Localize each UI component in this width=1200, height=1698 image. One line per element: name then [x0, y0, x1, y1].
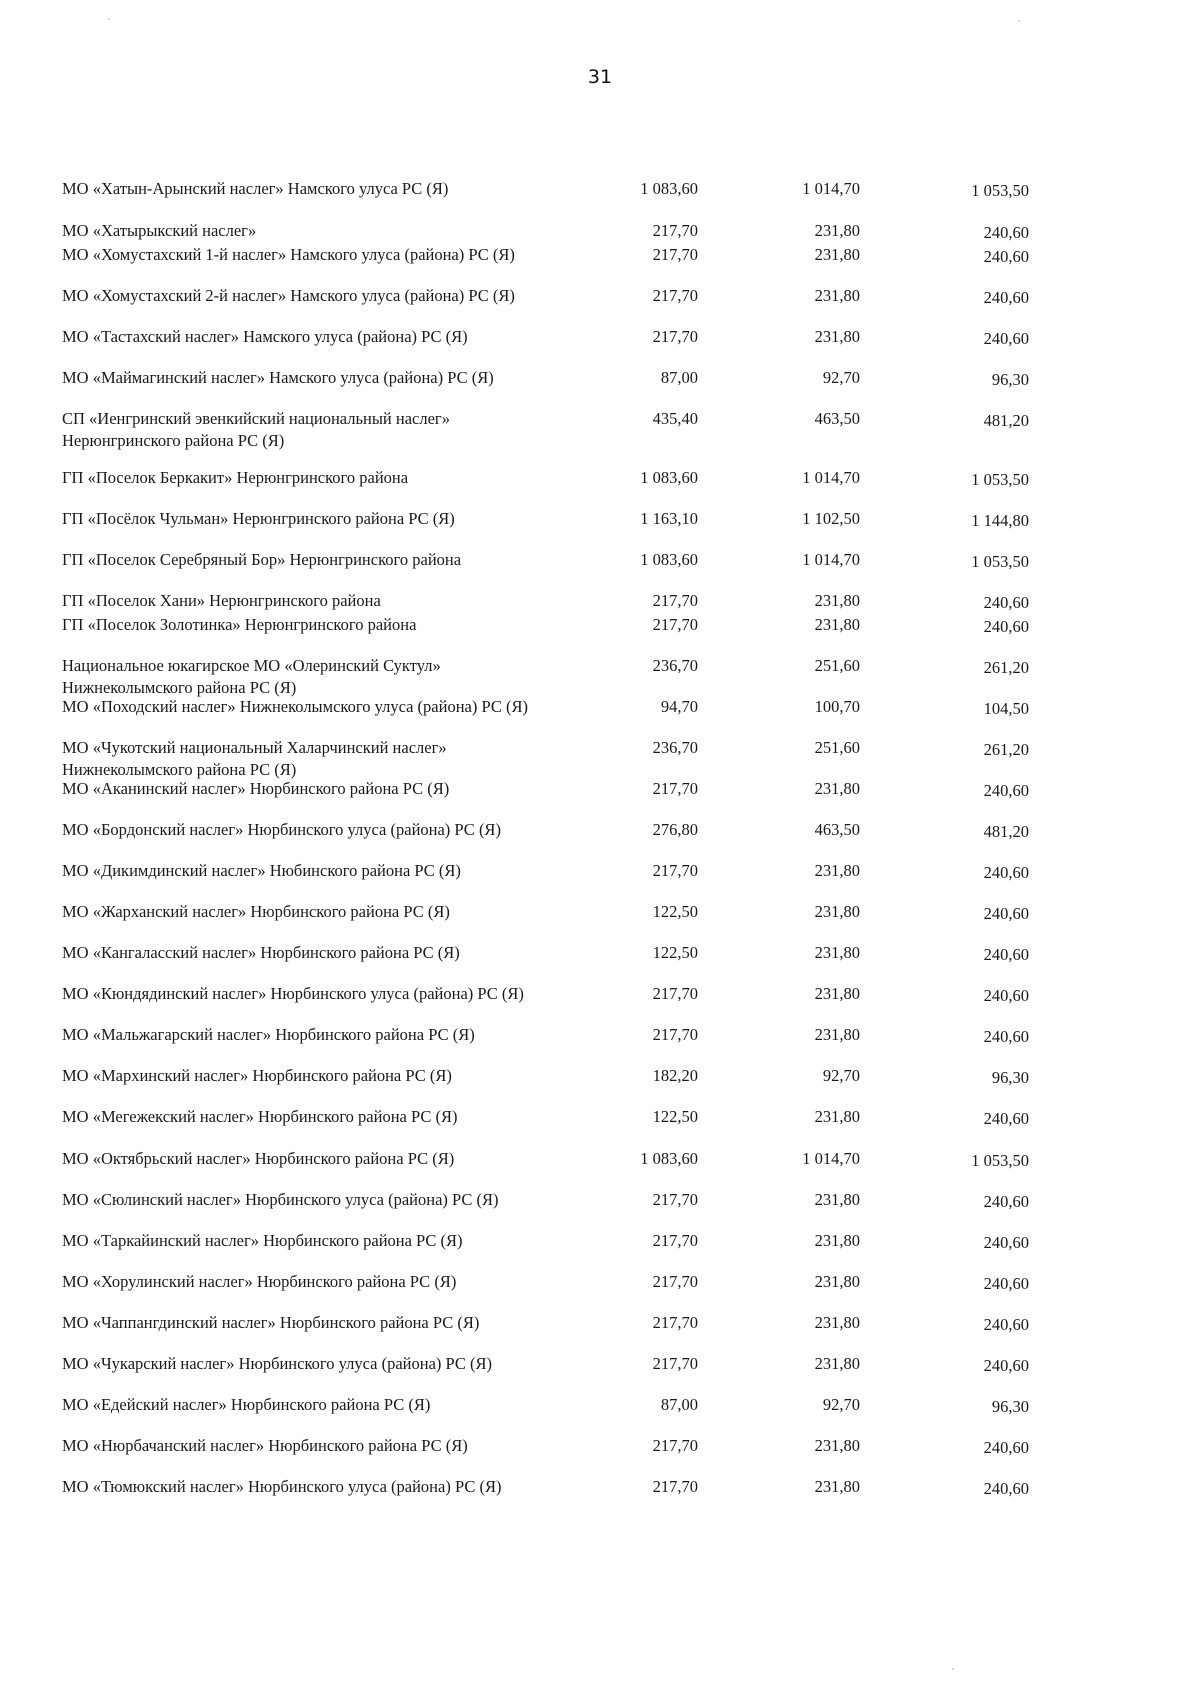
municipality-name: СП «Иенгринский эвенкийский национальный наслег» Нерюнгринского района РС (Я) — [62, 409, 450, 450]
value-v3: 240,60 — [983, 329, 1029, 348]
value-v2: 1 014,70 — [802, 179, 860, 198]
municipality-name: МО «Мегежекский наслег» Нюрбинского района РС (Я) — [62, 1107, 458, 1126]
value-v3: 240,60 — [983, 1479, 1029, 1498]
value-v1: 217,70 — [652, 221, 698, 240]
value-v1: 236,70 — [652, 656, 698, 675]
value-v2: 231,80 — [814, 902, 860, 921]
value-v2: 1 014,70 — [802, 1149, 860, 1168]
value-v2: 231,80 — [814, 861, 860, 880]
municipality-name: МО «Хатырыкский наслег» — [62, 221, 257, 240]
value-v3: 96,30 — [991, 1397, 1029, 1416]
value-v2: 231,80 — [814, 286, 860, 305]
value-v3: 481,20 — [983, 822, 1029, 841]
value-v3: 240,60 — [983, 223, 1029, 242]
municipality-name: МО «Дикимдинский наслег» Нюбинского района РС (Я) — [62, 861, 461, 880]
value-v2: 231,80 — [814, 1354, 860, 1373]
municipality-name: МО «Хомустахский 2-й наслег» Намского улуса (района) РС (Я) — [62, 286, 515, 305]
municipality-name: МО «Мархинский наслег» Нюрбинского района РС (Я) — [62, 1066, 452, 1085]
municipality-name: ГП «Поселок Беркакит» Нерюнгринского района — [62, 468, 409, 487]
municipality-name: Национальное юкагирское МО «Олеринский Суктул» Нижнеколымского района РС (Я) — [62, 656, 441, 697]
value-v3: 1 053,50 — [971, 552, 1029, 571]
value-v1: 217,70 — [652, 1354, 698, 1373]
value-v1: 236,70 — [652, 738, 698, 757]
value-v2: 231,80 — [814, 591, 860, 610]
page-number: 31 — [587, 66, 613, 88]
value-v2: 231,80 — [814, 245, 860, 264]
municipality-name: МО «Нюрбачанский наслег» Нюрбинского района РС (Я) — [62, 1436, 468, 1455]
municipality-name: МО «Сюлинский наслег» Нюрбинского улуса (района) РС (Я) — [62, 1190, 499, 1209]
municipality-name: МО «Мальжагарский наслег» Нюрбинского района РС (Я) — [62, 1025, 475, 1044]
value-v2: 92,70 — [822, 368, 860, 387]
municipality-name: МО «Кюндядинский наслег» Нюрбинского улуса (района) РС (Я) — [62, 984, 524, 1003]
value-v2: 231,80 — [814, 779, 860, 798]
value-v3: 240,60 — [983, 945, 1029, 964]
value-v1: 217,70 — [652, 1436, 698, 1455]
value-v1: 1 083,60 — [640, 468, 698, 487]
value-v2: 231,80 — [814, 1313, 860, 1332]
value-v3: 261,20 — [983, 658, 1029, 677]
value-v3: 96,30 — [991, 1068, 1029, 1087]
value-v1: 94,70 — [660, 697, 698, 716]
value-v2: 1 014,70 — [802, 468, 860, 487]
value-v3: 261,20 — [983, 740, 1029, 759]
value-v3: 240,60 — [983, 904, 1029, 923]
value-v3: 240,60 — [983, 1109, 1029, 1128]
municipality-name: МО «Октябрьский наслег» Нюрбинского района РС (Я) — [62, 1149, 455, 1168]
value-v1: 182,20 — [652, 1066, 698, 1085]
municipality-name: ГП «Поселок Хани» Нерюнгринского района — [62, 591, 381, 610]
value-v2: 231,80 — [814, 1190, 860, 1209]
value-v1: 217,70 — [652, 245, 698, 264]
value-v1: 1 083,60 — [640, 550, 698, 569]
value-v3: 240,60 — [983, 1027, 1029, 1046]
municipality-name: МО «Хорулинский наслег» Нюрбинского района РС (Я) — [62, 1272, 457, 1291]
value-v2: 251,60 — [814, 656, 860, 675]
municipality-name: МО «Хатын-Арынский наслег» Намского улуса РС (Я) — [62, 179, 449, 198]
value-v1: 1 163,10 — [640, 509, 698, 528]
value-v2: 231,80 — [814, 1477, 860, 1496]
value-v2: 231,80 — [814, 327, 860, 346]
value-v2: 231,80 — [814, 1231, 860, 1250]
municipality-name: МО «Хомустахский 1-й наслег» Намского улуса (района) РС (Я) — [62, 245, 515, 264]
value-v1: 217,70 — [652, 1025, 698, 1044]
value-v2: 231,80 — [814, 1436, 860, 1455]
value-v2: 231,80 — [814, 1272, 860, 1291]
municipality-name: МО «Жарханский наслег» Нюрбинского района РС (Я) — [62, 902, 450, 921]
value-v2: 231,80 — [814, 1107, 860, 1126]
value-v3: 481,20 — [983, 411, 1029, 430]
value-v3: 240,60 — [983, 1274, 1029, 1293]
value-v3: 240,60 — [983, 1233, 1029, 1252]
value-v1: 435,40 — [652, 409, 698, 428]
value-v3: 240,60 — [983, 986, 1029, 1005]
value-v2: 92,70 — [822, 1395, 860, 1414]
municipality-name: МО «Маймагинский наслег» Намского улуса (района) РС (Я) — [62, 368, 494, 387]
value-v3: 240,60 — [983, 617, 1029, 636]
municipality-name: ГП «Посёлок Чульман» Нерюнгринского района РС (Я) — [62, 509, 455, 528]
value-v1: 217,70 — [652, 984, 698, 1003]
value-v1: 122,50 — [652, 943, 698, 962]
value-v1: 1 083,60 — [640, 179, 698, 198]
municipality-name: МО «Чукотский национальный Халарчинский наслег» Нижнеколымского района РС (Я) — [62, 738, 447, 779]
value-v1: 122,50 — [652, 902, 698, 921]
value-v3: 1 053,50 — [971, 470, 1029, 489]
value-v2: 100,70 — [814, 697, 860, 716]
value-v2: 251,60 — [814, 738, 860, 757]
value-v2: 231,80 — [814, 615, 860, 634]
value-v3: 104,50 — [983, 699, 1029, 718]
value-v2: 231,80 — [814, 984, 860, 1003]
municipality-name: МО «Чаппангдинский наслег» Нюрбинского района РС (Я) — [62, 1313, 480, 1332]
value-v3: 1 053,50 — [971, 1151, 1029, 1170]
value-v3: 240,60 — [983, 1438, 1029, 1457]
value-v1: 217,70 — [652, 779, 698, 798]
municipality-name: МО «Таркайинский наслег» Нюрбинского района РС (Я) — [62, 1231, 463, 1250]
value-v3: 240,60 — [983, 1315, 1029, 1334]
municipality-name: МО «Аканинский наслег» Нюрбинского района РС (Я) — [62, 779, 450, 798]
value-v1: 217,70 — [652, 615, 698, 634]
value-v1: 217,70 — [652, 286, 698, 305]
value-v3: 1 053,50 — [971, 181, 1029, 200]
value-v2: 231,80 — [814, 943, 860, 962]
value-v1: 217,70 — [652, 591, 698, 610]
value-v3: 96,30 — [991, 370, 1029, 389]
value-v1: 87,00 — [660, 368, 698, 387]
value-v3: 240,60 — [983, 247, 1029, 266]
value-v1: 217,70 — [652, 1190, 698, 1209]
value-v1: 217,70 — [652, 1231, 698, 1250]
municipality-name: МО «Кангаласский наслег» Нюрбинского района РС (Я) — [62, 943, 460, 962]
value-v3: 240,60 — [983, 863, 1029, 882]
value-v3: 240,60 — [983, 781, 1029, 800]
municipality-name: МО «Чукарский наслег» Нюрбинского улуса (района) РС (Я) — [62, 1354, 493, 1373]
municipality-name: МО «Бордонский наслег» Нюрбинского улуса (района) РС (Я) — [62, 820, 501, 839]
value-v1: 217,70 — [652, 327, 698, 346]
value-v3: 240,60 — [983, 288, 1029, 307]
municipality-name: МО «Тастахский наслег» Намского улуса (района) РС (Я) — [62, 327, 468, 346]
value-v3: 240,60 — [983, 1192, 1029, 1211]
value-v2: 1 014,70 — [802, 550, 860, 569]
scan-speck — [952, 1668, 954, 1670]
municipality-name: МО «Походский наслег» Нижнеколымского улуса (района) РС (Я) — [62, 697, 528, 716]
value-v1: 217,70 — [652, 1272, 698, 1291]
value-v2: 231,80 — [814, 1025, 860, 1044]
value-v3: 240,60 — [983, 593, 1029, 612]
value-v3: 1 144,80 — [971, 511, 1029, 530]
value-v1: 217,70 — [652, 1313, 698, 1332]
value-v1: 1 083,60 — [640, 1149, 698, 1168]
municipality-name: МО «Тюмюкский наслег» Нюрбинского улуса (района) РС (Я) — [62, 1477, 502, 1496]
value-v2: 1 102,50 — [802, 509, 860, 528]
value-v2: 463,50 — [814, 409, 860, 428]
municipality-name: ГП «Поселок Серебряный Бор» Нерюнгринского района — [62, 550, 462, 569]
value-v1: 217,70 — [652, 861, 698, 880]
value-v3: 240,60 — [983, 1356, 1029, 1375]
value-v2: 231,80 — [814, 221, 860, 240]
value-v1: 217,70 — [652, 1477, 698, 1496]
municipality-name: МО «Едейский наслег» Нюрбинского района РС (Я) — [62, 1395, 431, 1414]
municipality-name: ГП «Поселок Золотинка» Нерюнгринского района — [62, 615, 417, 634]
value-v1: 276,80 — [652, 820, 698, 839]
value-v2: 92,70 — [822, 1066, 860, 1085]
scan-speck — [1018, 20, 1020, 22]
value-v2: 463,50 — [814, 820, 860, 839]
value-v1: 122,50 — [652, 1107, 698, 1126]
value-v1: 87,00 — [660, 1395, 698, 1414]
scan-speck — [108, 18, 110, 20]
